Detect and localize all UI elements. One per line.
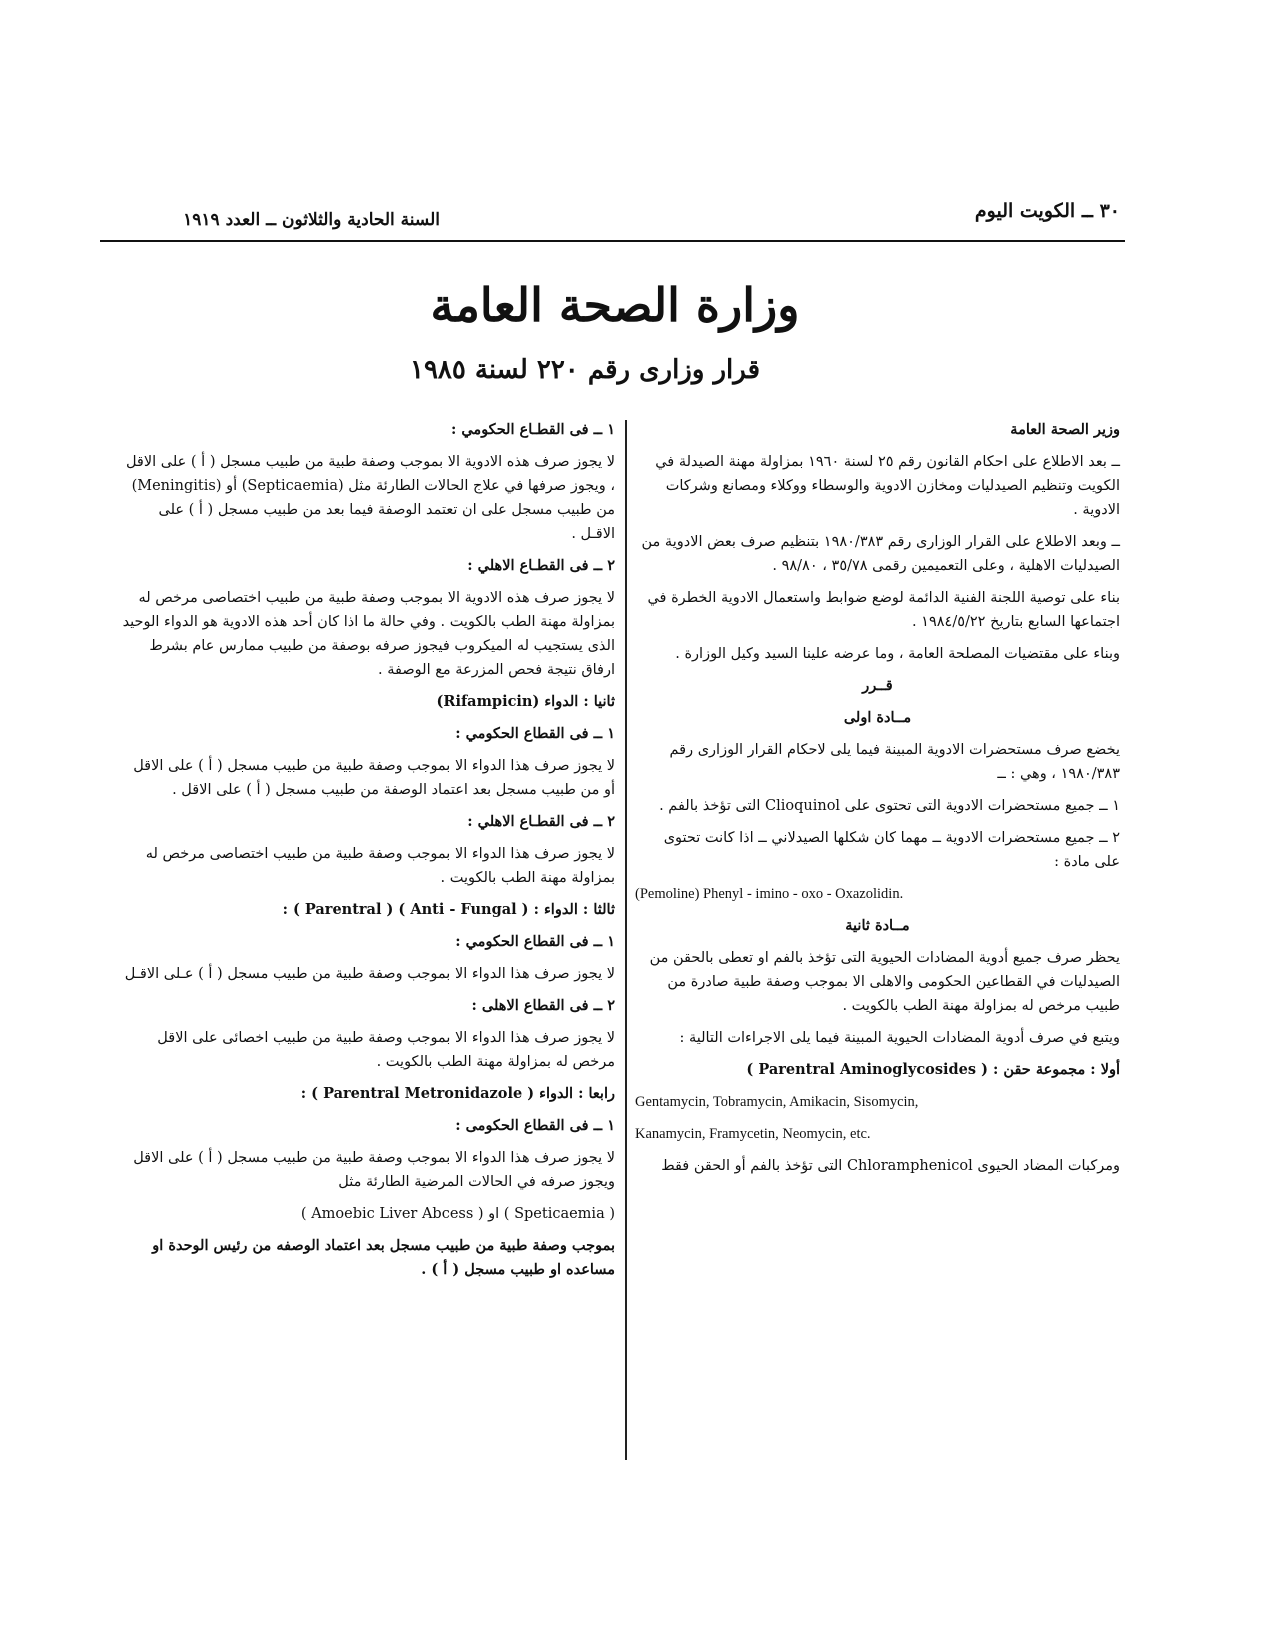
section-paragraph: لا يجوز صرف هذا الدواء الا بموجب وصفة طبية من طبيب مسجل ( أ ) على الاقل أو من طبيب مسجل بعد اعتماد الوصفة من طبيب مسجل ( أ ) على الاقل .	[133, 758, 615, 798]
section-heading: ١ ــ فى القطاع الحكومي :	[455, 725, 615, 742]
article-paragraph: ويتبع في صرف أدوية المضادات الحيوية المبينة فيما يلى الاجراءات التالية :	[679, 1030, 1120, 1046]
group-heading	[635, 1058, 1120, 1082]
article-item: ٢ ــ جميع مستحضرات الادوية ــ مهما كان شكلها الصيدلاني ــ اذا كانت تحتوى على مادة :	[663, 830, 1120, 870]
article-one-heading: مــادة اولى	[843, 709, 912, 726]
drug-heading: ثانيا : الدواء (Rifampicin)	[436, 693, 615, 710]
preamble-paragraph: ــ بعد الاطلاع على احكام القانون رقم ٢٥ لسنة ١٩٦٠ بمزاولة مهنة الصيدلة في الكويت وتنظيم الصيدليات ومخازن الادوية والوسطاء ووكلاء ومصانع وشركات الادوية .	[655, 454, 1120, 518]
decides-heading: قــرر	[862, 677, 893, 694]
article-item: ١ ــ جميع مستحضرات الادوية التى تحتوى على Clioquinol التى تؤخذ بالفم .	[659, 798, 1120, 814]
ministry-title: وزارة الصحة العامة	[430, 278, 800, 332]
section-paragraph: لا يجوز صرف هذا الدواء الا بموجب وصفة طبية من طبيب اخصائى على الاقل مرخص له بمزاولة مهنة الطب بالكويت .	[157, 1030, 615, 1070]
section-paragraph: لا يجوز صرف هذا الدواء الا بموجب وصفة طبية من طبيب اختصاصى مرخص له بمزاولة مهنة الطب بالكويت .	[145, 846, 615, 886]
group-label-en: ( Parentral Aminoglycosides )	[746, 1061, 988, 1078]
drug-heading: رابعا : الدواء ( Parentral Metronidazole ) :	[300, 1085, 615, 1102]
section-heading: ٢ ــ فى القطـاع الاهلي :	[467, 557, 615, 574]
header-divider	[100, 240, 1125, 242]
issue-header: السنة الحادية والثلاثون ــ العدد ١٩١٩	[183, 210, 440, 230]
section-heading: ١ ــ فى القطـاع الحكومي :	[450, 421, 615, 438]
article-two-heading: مــادة ثانية	[845, 917, 910, 934]
left-column	[120, 418, 615, 1290]
article-paragraph: يحظر صرف جميع أدوية المضادات الحيوية التى تؤخذ بالفم او تعطى بالحقن من الصيدليات في القطاعين الحكومى والاهلى الا بموجب وصفة طبية صادرة من طبيب مرخص له بمزاولة مهنة الطب بالكويت .	[649, 950, 1120, 1014]
section-paragraph: لا يجوز صرف هذا الدواء الا بموجب وصفة طبية من طبيب مسجل ( أ ) على الاقل ويجوز صرفه في الحالات المرضية الطارئة مثل	[133, 1150, 615, 1190]
emergency-cases: ( Speticaemia ) او ( Amoebic Liver Abcess )	[300, 1206, 615, 1222]
drug-name: (Pemoline) Phenyl - imino - oxo - Oxazolidin.	[635, 886, 904, 902]
drug-heading: ثالثا : الدواء : ( Anti - Fungal ) ( Parentral ) :	[282, 901, 615, 918]
group-label: أولا : مجموعة حقن :	[993, 1061, 1120, 1078]
section-paragraph: لا يجوز صرف هذه الادوية الا بموجب وصفة طبية من طبيب مسجل ( أ ) على الاقل ، ويجوز صرفها في علاج الحالات الطارئة مثل (Septicaemia) أو (Meningitis) من طبيب مسجل على ان تعتمد الوصفة فيما بعد من طبيب مسجل ( أ ) على الاقـل .	[125, 454, 615, 542]
column-divider	[625, 420, 627, 1460]
drug-list: Kanamycin, Framycetin, Neomycin, etc.	[635, 1126, 871, 1142]
section-heading: ٢ ــ فى القطاع الاهلى :	[471, 997, 615, 1014]
section-paragraph: لا يجوز صرف هذه الادوية الا بموجب وصفة طبية من طبيب اختصاصى مرخص له بمزاولة مهنة الطب بالكويت . وفي حالة ما اذا كان أحد هذه الادوية هو الدواء الوحيد الذى يستجيب له الميكروب فيجوز صرفه بوصفة من طبيب ممارس عام بشرط ارفاق نتيجة فحص المزرعة مع الوصفة .	[122, 590, 615, 678]
preamble-paragraph: بناء على توصية اللجنة الفنية الدائمة لوضع ضوابط واستعمال الادوية الخطرة في اجتماعها السابع بتاريخ ١٩٨٤/٥/٢٢ .	[647, 590, 1120, 630]
article-paragraph: ومركبات المضاد الحيوى Chloramphenicol التى تؤخذ بالفم أو الحقن فقط	[661, 1158, 1120, 1174]
decree-title: قرار وزارى رقم ٢٢٠ لسنة ١٩٨٥	[409, 355, 761, 385]
article-paragraph: يخضع صرف مستحضرات الادوية المبينة فيما يلى لاحكام القرار الوزارى رقم ١٩٨٠/٣٨٣ ، وهي : ــ	[669, 742, 1120, 782]
section-paragraph: لا يجوز صرف هذا الدواء الا بموجب وصفة طبية من طبيب مسجل ( أ ) عـلى الاقـل	[124, 966, 615, 982]
section-paragraph: بموجب وصفة طبية من طبيب مسجل بعد اعتماد الوصفه من رئيس الوحدة او مساعده او طبيب مسجل ( أ ) .	[152, 1237, 615, 1278]
minister-heading: وزير الصحة العامة	[1010, 421, 1120, 438]
section-heading: ٢ ــ فى القطـاع الاهلي :	[467, 813, 615, 830]
right-column	[635, 418, 1120, 1186]
preamble-paragraph: وبناء على مقتضيات المصلحة العامة ، وما عرضه علينا السيد وكيل الوزارة .	[675, 646, 1120, 662]
drug-list: Gentamycin, Tobramycin, Amikacin, Sisomycin,	[635, 1094, 919, 1110]
page-number-header: ٣٠ ــ الكويت اليوم	[974, 200, 1120, 222]
section-heading: ١ ــ فى القطاع الحكومى :	[455, 1117, 615, 1134]
section-heading: ١ ــ فى القطاع الحكومي :	[455, 933, 615, 950]
preamble-paragraph: ــ وبعد الاطلاع على القرار الوزارى رقم ١٩٨٠/٣٨٣ بتنظيم صرف بعض الادوية من الصيدليات الاهلية ، وعلى التعميمين رقمى ٣٥/٧٨ ، ٩٨/٨٠ .	[641, 534, 1120, 574]
